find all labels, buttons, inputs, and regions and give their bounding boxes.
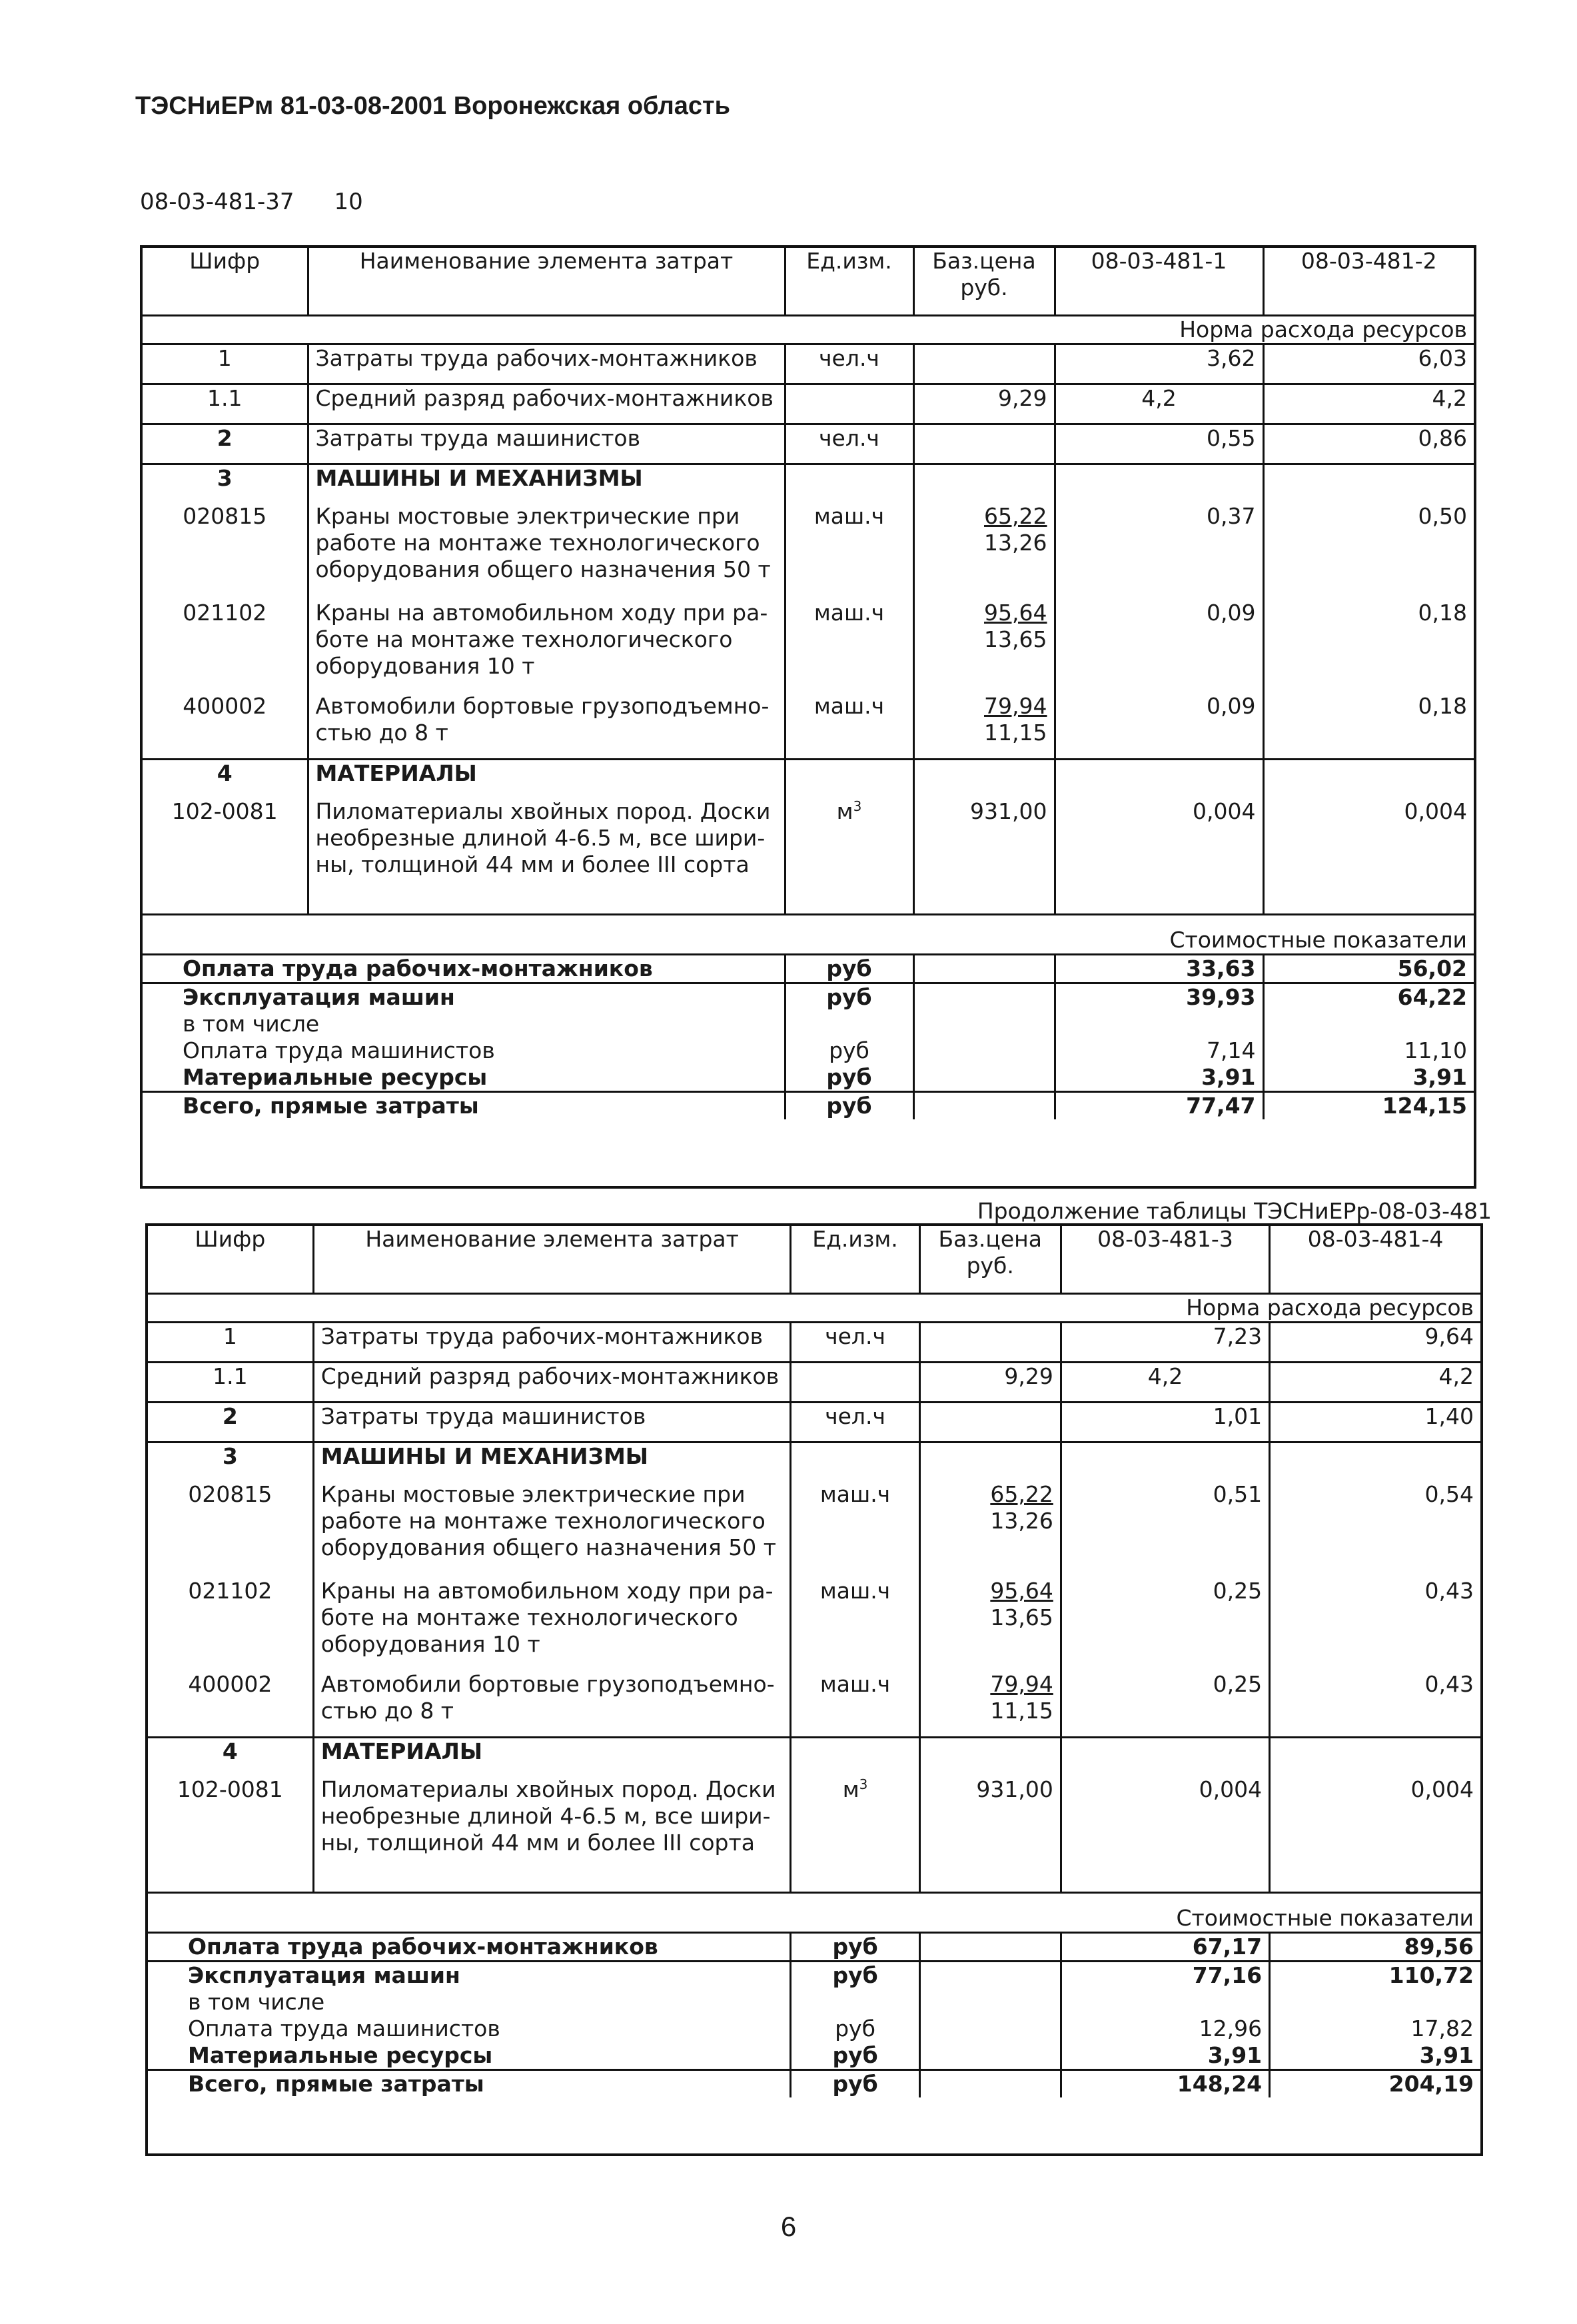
row-price [919, 1323, 1061, 1363]
table-row [148, 1363, 1480, 1403]
row-unit: маш.ч [785, 503, 913, 600]
row-unit: чел.ч [785, 424, 913, 464]
row-name: Средний разряд рабочих-монтажников [313, 1363, 791, 1403]
cost-value-a: 148,24 [1061, 2070, 1269, 2098]
row-code: 3 [217, 465, 233, 491]
row-value-a: 1,01 [1061, 1403, 1269, 1443]
norm-label: Норма расхода ресурсов [1186, 1295, 1474, 1321]
row-value-b: 0,004 [1263, 798, 1474, 915]
table-row [148, 1403, 1480, 1443]
row-value-b: 0,86 [1263, 424, 1474, 464]
cost-row [143, 1037, 1474, 1064]
cost-value-a: 67,17 [1061, 1933, 1269, 1962]
section-row [148, 1443, 1480, 1481]
cost-row [148, 2042, 1480, 2070]
cost-value-b: 3,91 [1263, 1064, 1474, 1092]
cost-row [148, 1989, 1480, 2016]
cost-row-label: Эксплуатация машин [188, 1962, 460, 1988]
row-name: Краны на автомобильном ходу при ра- боте на монтаже технологического оборудования 10 т [313, 1578, 791, 1671]
cost-row-unit: руб [785, 983, 913, 1011]
cost-row-unit: руб [785, 1064, 913, 1092]
col-header-unit: Ед.изм. [791, 1226, 919, 1294]
row-value-b: 0,54 [1270, 1481, 1480, 1578]
row-value-a: 0,25 [1061, 1578, 1269, 1671]
table-row [143, 503, 1474, 600]
cost-row [143, 1011, 1474, 1037]
row-value-a: 4,2 [1055, 384, 1263, 424]
row-code: 020815 [183, 502, 267, 529]
row-unit: чел.ч [791, 1403, 919, 1443]
row-value-a: 0,25 [1061, 1671, 1269, 1738]
cost-value-a: 12,96 [1061, 2016, 1269, 2042]
base-price-label: Баз.цена [938, 1226, 1042, 1252]
cost-row-label: в том числе [188, 1989, 325, 2015]
section-row [143, 760, 1474, 798]
row-value-b: 4,2 [1270, 1363, 1480, 1403]
row-value-a: 3,62 [1055, 344, 1263, 384]
cost-row-total [143, 1092, 1474, 1120]
col-header-code-b: 08-03-481-2 [1263, 248, 1474, 316]
section-row [148, 1738, 1480, 1776]
row-price: 9,29 [913, 384, 1055, 424]
row-code: 021102 [188, 1577, 272, 1604]
col-header-name: Наименование элемента затрат [308, 248, 785, 316]
cost-value-b: 204,19 [1270, 2070, 1480, 2098]
row-price: 65,22 13,26 [919, 1481, 1061, 1578]
row-unit: чел.ч [785, 344, 913, 384]
row-value-a: 0,004 [1061, 1776, 1269, 1893]
cost-value-b: 124,15 [1263, 1092, 1474, 1120]
row-name: Средний разряд рабочих-монтажников [308, 384, 785, 424]
row-code: 1.1 [207, 385, 243, 411]
row-value-b: 9,64 [1270, 1323, 1480, 1363]
cost-row-unit: руб [791, 2016, 919, 2042]
cost-row-unit: руб [785, 1092, 913, 1120]
table-row [143, 384, 1474, 424]
cost-value-a: 7,14 [1055, 1037, 1263, 1064]
row-price [913, 344, 1055, 384]
row-unit [791, 1363, 919, 1403]
table-code-line [140, 189, 363, 215]
row-code: 021102 [183, 599, 267, 626]
row-name: Затраты труда рабочих-монтажников [308, 344, 785, 384]
cost-value-a: 3,91 [1061, 2042, 1269, 2070]
row-value-b: 0,004 [1270, 1776, 1480, 1893]
cost-row-label: Всего, прямые затраты [188, 2071, 484, 2097]
col-header-base-price [913, 248, 1055, 316]
cost-label-row [148, 1893, 1480, 1933]
estimate-table-2 [145, 1223, 1483, 2156]
col-header-unit: Ед.изм. [785, 248, 913, 316]
cost-label: Стоимостные показатели [1176, 1905, 1474, 1931]
row-code: 3 [222, 1443, 238, 1469]
section-heading: МАШИНЫ И МЕХАНИЗМЫ [308, 464, 785, 503]
cost-row-label: Материальные ресурсы [188, 2042, 493, 2068]
col-header-shifr: Шифр [195, 1226, 266, 1252]
base-price-currency: руб. [966, 1253, 1014, 1279]
row-price [919, 1403, 1061, 1443]
row-value-b: 0,50 [1263, 503, 1474, 600]
cost-value-a: 33,63 [1055, 955, 1263, 983]
row-name: Пиломатериалы хвойных пород. Доски необрезные длиной 4-6.5 м, все шири- ны, толщиной 44 мм и более III сорта [308, 798, 785, 915]
cost-row [143, 955, 1474, 983]
row-unit: маш.ч [785, 600, 913, 693]
col-header-code-b: 08-03-481-4 [1270, 1226, 1480, 1294]
row-value-a: 0,004 [1055, 798, 1263, 915]
cost-value-b: 64,22 [1263, 983, 1474, 1011]
row-value-a: 0,37 [1055, 503, 1263, 600]
row-code: 1 [223, 1323, 237, 1349]
row-value-b: 0,18 [1263, 600, 1474, 693]
document-title: ТЭСНиЕРм 81-03-08-2001 Воронежская область [135, 92, 730, 120]
row-code: 102-0081 [171, 798, 278, 824]
row-unit: маш.ч [791, 1481, 919, 1578]
cost-row-unit: руб [791, 1933, 919, 1962]
row-value-b: 0,43 [1270, 1578, 1480, 1671]
row-name: Пиломатериалы хвойных пород. Доски необрезные длиной 4-6.5 м, все шири- ны, толщиной 44 мм и более III сорта [313, 1776, 791, 1893]
table-row [148, 1481, 1480, 1578]
cost-value-b: 17,82 [1270, 2016, 1480, 2042]
row-code: 2 [222, 1403, 238, 1429]
row-code: 2 [217, 425, 233, 451]
cost-label: Стоимостные показатели [1169, 927, 1467, 953]
cost-row-label: Оплата труда машинистов [188, 2016, 500, 2041]
row-price: 931,00 [913, 798, 1055, 915]
row-value-b: 0,43 [1270, 1671, 1480, 1738]
cost-value-b: 56,02 [1263, 955, 1474, 983]
cost-row-label: Оплата труда рабочих-монтажников [188, 1934, 658, 1960]
row-code: 400002 [188, 1670, 272, 1697]
cost-row [148, 1962, 1480, 1990]
col-header-name: Наименование элемента затрат [313, 1226, 791, 1294]
row-code: 1.1 [213, 1363, 248, 1389]
row-value-a: 0,51 [1061, 1481, 1269, 1578]
page-number: 6 [780, 2211, 797, 2242]
base-price-currency: руб. [960, 275, 1008, 300]
row-price: 79,94 11,15 [919, 1671, 1061, 1738]
cost-row [143, 1064, 1474, 1092]
section-heading: МАШИНЫ И МЕХАНИЗМЫ [313, 1443, 791, 1481]
cost-row-unit: руб [791, 2070, 919, 2098]
row-value-a: 0,09 [1055, 600, 1263, 693]
cost-row [143, 983, 1474, 1011]
header-row [148, 1226, 1480, 1294]
section-heading: МАТЕРИАЛЫ [308, 760, 785, 798]
estimate-table-1 [140, 245, 1476, 1189]
cost-value-b: 11,10 [1263, 1037, 1474, 1064]
table-row [148, 1578, 1480, 1671]
row-price [913, 424, 1055, 464]
cost-row-unit: руб [791, 2042, 919, 2070]
cost-label-row [143, 915, 1474, 955]
table-row [143, 798, 1474, 915]
row-value-b: 0,18 [1263, 693, 1474, 760]
cost-value-b: 110,72 [1270, 1962, 1480, 1990]
cost-row-unit: руб [785, 1037, 913, 1064]
row-name: Затраты труда машинистов [308, 424, 785, 464]
table-row [143, 693, 1474, 760]
cost-row-label: Оплата труда рабочих-монтажников [183, 955, 653, 981]
cost-value-a: 3,91 [1055, 1064, 1263, 1092]
row-price: 931,00 [919, 1776, 1061, 1893]
row-code: 020815 [188, 1480, 272, 1507]
cost-value-b: 3,91 [1270, 2042, 1480, 2070]
row-code: 1 [217, 345, 232, 371]
table-row [148, 1323, 1480, 1363]
row-price: 95,64 13,65 [913, 600, 1055, 693]
row-price: 95,64 13,65 [919, 1578, 1061, 1671]
row-unit: $м^3$ [785, 798, 913, 915]
row-value-a: 0,55 [1055, 424, 1263, 464]
cost-row-label: Эксплуатация машин [183, 984, 455, 1010]
row-name: Автомобили бортовые грузоподъемно- стью до 8 т [313, 1671, 791, 1738]
section-row [143, 464, 1474, 503]
row-code: 102-0081 [177, 1776, 283, 1802]
base-price-label: Баз.цена [932, 248, 1036, 274]
cost-row [148, 2016, 1480, 2042]
table-row [143, 600, 1474, 693]
row-name: Затраты труда машинистов [313, 1403, 791, 1443]
continuation-label: Продолжение таблицы ТЭСНиЕРр-08-03-481 [977, 1198, 1492, 1224]
table-row [148, 1671, 1480, 1738]
cost-value-b: 89,56 [1270, 1933, 1480, 1962]
cost-row-label: в том числе [183, 1011, 320, 1037]
row-price: 79,94 11,15 [913, 693, 1055, 760]
table-code: 08-03-481-37 [140, 189, 294, 215]
row-code: 4 [222, 1738, 238, 1764]
section-heading: МАТЕРИАЛЫ [313, 1738, 791, 1776]
header-row [143, 248, 1474, 316]
cost-row-label: Материальные ресурсы [183, 1064, 488, 1090]
row-value-a: 7,23 [1061, 1323, 1269, 1363]
row-value-b: 1,40 [1270, 1403, 1480, 1443]
row-value-a: 0,09 [1055, 693, 1263, 760]
col-header-base-price [919, 1226, 1061, 1294]
row-name: Краны на автомобильном ходу при ра- боте на монтаже технологического оборудования 10 т [308, 600, 785, 693]
table-code-number: 10 [334, 189, 363, 215]
table-row [143, 424, 1474, 464]
cost-row-label: Всего, прямые затраты [183, 1093, 479, 1119]
row-unit: маш.ч [791, 1578, 919, 1671]
cost-value-a: 39,93 [1055, 983, 1263, 1011]
row-price: 9,29 [919, 1363, 1061, 1403]
row-unit: маш.ч [791, 1671, 919, 1738]
cost-value-a: 77,16 [1061, 1962, 1269, 1990]
col-header-code-a: 08-03-481-1 [1055, 248, 1263, 316]
cost-row-total [148, 2070, 1480, 2098]
norm-label-row [148, 1294, 1480, 1323]
norm-label: Норма расхода ресурсов [1179, 316, 1467, 342]
row-value-a: 4,2 [1061, 1363, 1269, 1403]
cost-row-label: Оплата труда машинистов [183, 1037, 495, 1063]
row-unit: маш.ч [785, 693, 913, 760]
row-unit [785, 384, 913, 424]
cost-row-unit: руб [791, 1962, 919, 1990]
table-row [148, 1776, 1480, 1893]
row-value-b: 4,2 [1263, 384, 1474, 424]
col-header-shifr: Шифр [189, 248, 261, 274]
row-price: 65,22 13,26 [913, 503, 1055, 600]
row-name: Краны мостовые электрические при работе на монтаже технологического оборудования общего назначения 50 т [308, 503, 785, 600]
row-name: Автомобили бортовые грузоподъемно- стью до 8 т [308, 693, 785, 760]
row-value-b: 6,03 [1263, 344, 1474, 384]
table-row [143, 344, 1474, 384]
col-header-code-a: 08-03-481-3 [1061, 1226, 1269, 1294]
row-code: 400002 [183, 692, 267, 719]
row-name: Затраты труда рабочих-монтажников [313, 1323, 791, 1363]
row-unit: чел.ч [791, 1323, 919, 1363]
row-unit: $м^3$ [791, 1776, 919, 1893]
cost-row [148, 1933, 1480, 1962]
cost-value-a: 77,47 [1055, 1092, 1263, 1120]
cost-row-unit: руб [785, 955, 913, 983]
row-name: Краны мостовые электрические при работе на монтаже технологического оборудования общего назначения 50 т [313, 1481, 791, 1578]
row-code: 4 [217, 760, 233, 786]
norm-label-row [143, 316, 1474, 344]
